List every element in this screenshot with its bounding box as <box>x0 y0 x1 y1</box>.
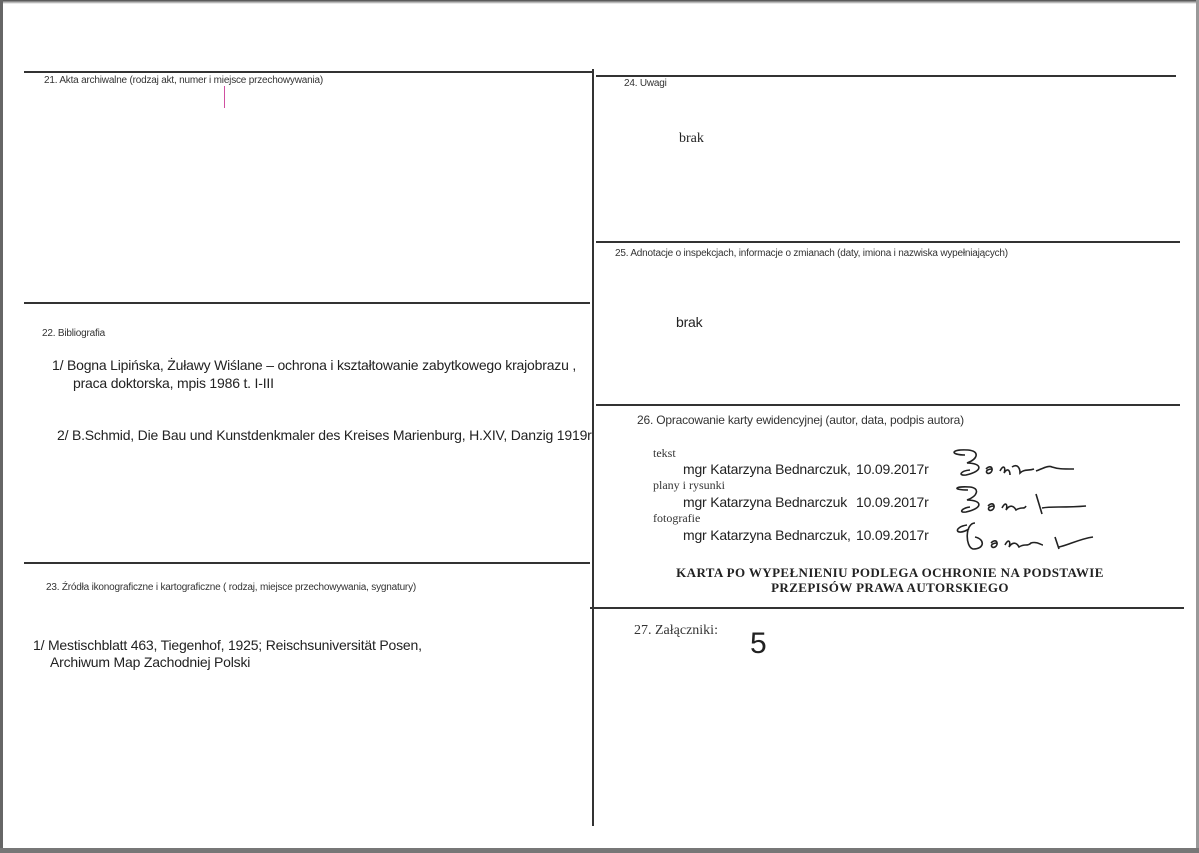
copyright-notice-line1: KARTA PO WYPEŁNIENIU PODLEGA OCHRONIE NA PODSTAWIE <box>676 565 1104 580</box>
rule-top-left <box>24 71 594 73</box>
rule-s26-top <box>596 404 1180 406</box>
author-date-photos: 10.09.2017r <box>856 527 929 543</box>
section-27-label: 27. Załączniki: <box>634 623 718 638</box>
rule-s23-top <box>24 562 590 564</box>
section-25-value: brak <box>676 314 703 330</box>
rule-s27-top <box>590 607 1184 609</box>
copyright-notice-line2: PRZEPISÓW PRAWA AUTORSKIEGO <box>771 580 1009 595</box>
author-date-text: 10.09.2017r <box>856 461 929 477</box>
scan-edge-left <box>0 0 3 853</box>
rule-s22-top <box>24 302 590 304</box>
attachments-count: 5 <box>750 627 767 660</box>
rule-center-vertical <box>592 69 594 826</box>
author-name-plans: mgr Katarzyna Bednarczuk <box>683 494 848 510</box>
author-name-photos: mgr Katarzyna Bednarczuk, <box>683 527 851 543</box>
section-22-label: 22. Bibliografia <box>42 328 105 339</box>
rule-s25-top <box>596 241 1180 243</box>
author-category-text: tekst <box>653 446 676 460</box>
author-name-text: mgr Katarzyna Bednarczuk, <box>683 461 851 477</box>
scan-edge-bottom <box>0 848 1199 853</box>
iconography-item-1-line1: 1/ Mestischblatt 463, Tiegenhof, 1925; Reischsuniversität Posen, <box>33 637 422 653</box>
section-25-label: 25. Adnotacje o inspekcjach, informacje o zmianach (daty, imiona i nazwiska wypełniających) <box>615 248 1008 259</box>
bibliography-item-1-line1: 1/ Bogna Lipińska, Żuławy Wiślane – ochrona i kształtowanie zabytkowego krajobrazu , <box>52 357 577 373</box>
rule-top-right <box>596 75 1176 77</box>
author-date-plans: 10.09.2017r <box>856 494 929 510</box>
section-24-value: brak <box>679 131 704 146</box>
author-category-plans: plany i rysunki <box>653 478 725 492</box>
bibliography-item-1-line2: praca doktorska, mpis 1986 t. I-III <box>73 375 274 391</box>
stray-pen-mark <box>224 86 225 108</box>
section-23-label: 23. Źródła ikonograficzne i kartograficzne ( rodzaj, miejsce przechowywania, sygnatury) <box>46 582 416 593</box>
iconography-item-1-line2: Archiwum Map Zachodniej Polski <box>50 654 251 670</box>
scan-edge-top <box>0 0 1199 4</box>
bibliography-item-2: 2/ B.Schmid, Die Bau und Kunstdenkmaler des Kreises Marienburg, H.XIV, Danzig 1919r <box>57 427 592 443</box>
section-26-label: 26. Opracowanie karty ewidencyjnej (autor, data, podpis autora) <box>637 413 964 427</box>
signature-text <box>940 445 1080 485</box>
section-24-label: 24. Uwagi <box>624 78 667 89</box>
section-21-label: 21. Akta archiwalne (rodzaj akt, numer i miejsce przechowywania) <box>44 75 323 86</box>
signature-photos <box>945 517 1095 557</box>
author-category-photos: fotografie <box>653 511 701 525</box>
